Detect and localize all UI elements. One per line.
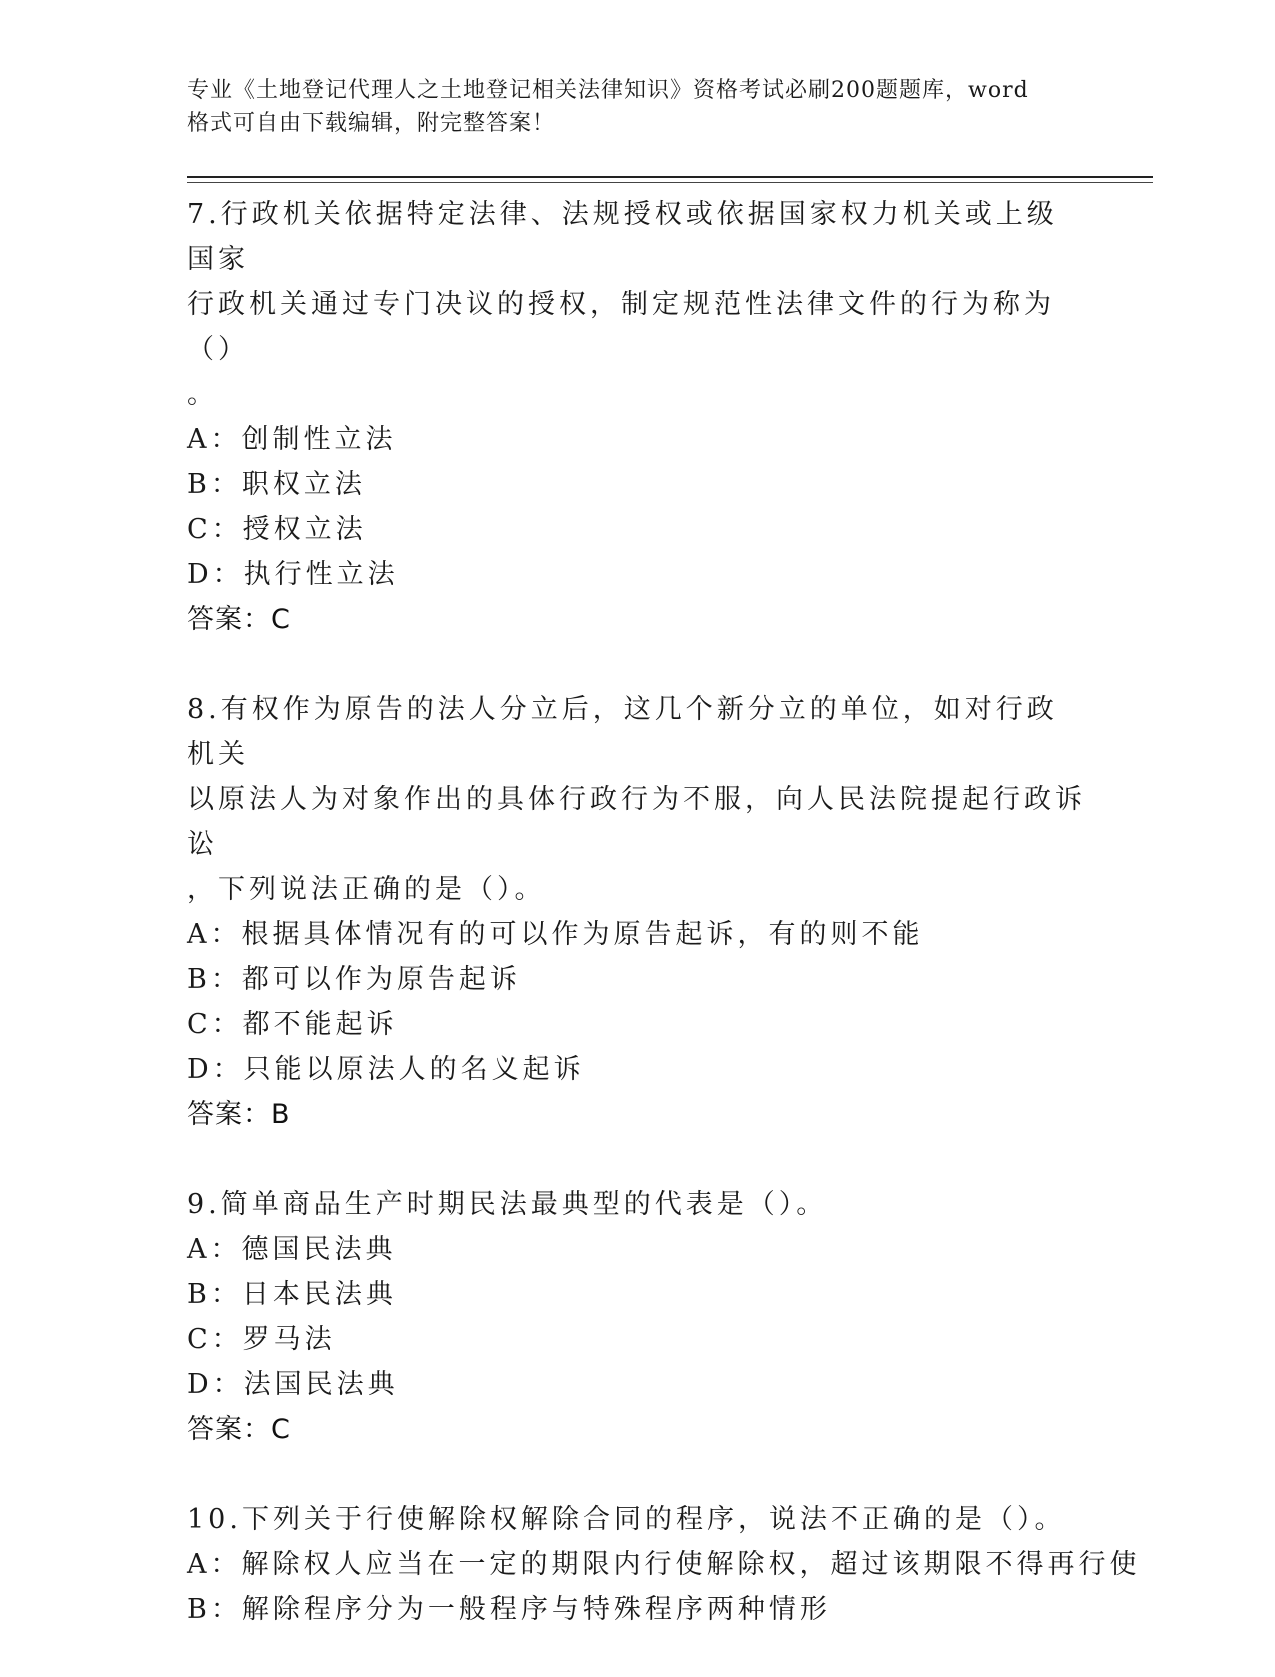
option-b: B：都可以作为原告起诉 [187,964,521,995]
question-text-line: 10.下列关于行使解除权解除合同的程序，说法不正确的是（）。 [187,1504,1066,1535]
option-c: C：罗马法 [187,1324,336,1355]
header-divider-thick [187,176,1153,178]
question-text-line: 9.简单商品生产时期民法最典型的代表是（）。 [187,1189,828,1220]
option-a: A：根据具体情况有的可以作为原告起诉，有的则不能 [187,919,924,950]
question-8 [187,687,1087,1137]
question-text-line: 以原法人为对象作出的具体行政行为不服，向人民法院提起行政诉讼 [187,784,1086,860]
question-list [187,192,1141,1677]
question-10 [187,1497,1141,1632]
question-9 [187,1182,1087,1452]
answer-label: 答案：B [187,1099,291,1130]
option-d: D：只能以原法人的名义起诉 [187,1054,585,1085]
answer-label: 答案：C [187,1414,291,1445]
option-d: D：执行性立法 [187,559,399,590]
question-text-line: ，下列说法正确的是（）。 [187,874,546,905]
option-a: A：解除权人应当在一定的期限内行使解除权，超过该期限不得再行使 [187,1549,1141,1580]
option-a: A：创制性立法 [187,424,397,455]
question-text-line: 行政机关通过专门决议的授权，制定规范性法律文件的行为称为（） [187,289,1055,365]
option-c: C：授权立法 [187,514,367,545]
option-b: B：日本民法典 [187,1279,397,1310]
header-divider-thin [187,182,1153,183]
option-a: A：德国民法典 [187,1234,397,1265]
question-7 [187,192,1087,642]
header-line-1: 专业《土地登记代理人之土地登记相关法律知识》资格考试必刷200题题库，word [187,78,1029,103]
option-c: C：都不能起诉 [187,1009,398,1040]
question-text-line: 7.行政机关依据特定法律、法规授权或依据国家权力机关或上级国家 [187,199,1058,275]
header-line-2: 格式可自由下载编辑，附完整答案！ [187,111,556,136]
question-text-line: 8.有权作为原告的法人分立后，这几个新分立的单位，如对行政机关 [187,694,1058,770]
answer-label: 答案：C [187,604,291,635]
option-b: B：职权立法 [187,469,366,500]
option-b: B：解除程序分为一般程序与特殊程序两种情形 [187,1594,831,1625]
option-d: D：法国民法典 [187,1369,399,1400]
document-header [187,74,1087,140]
question-text-line: 。 [187,379,218,410]
